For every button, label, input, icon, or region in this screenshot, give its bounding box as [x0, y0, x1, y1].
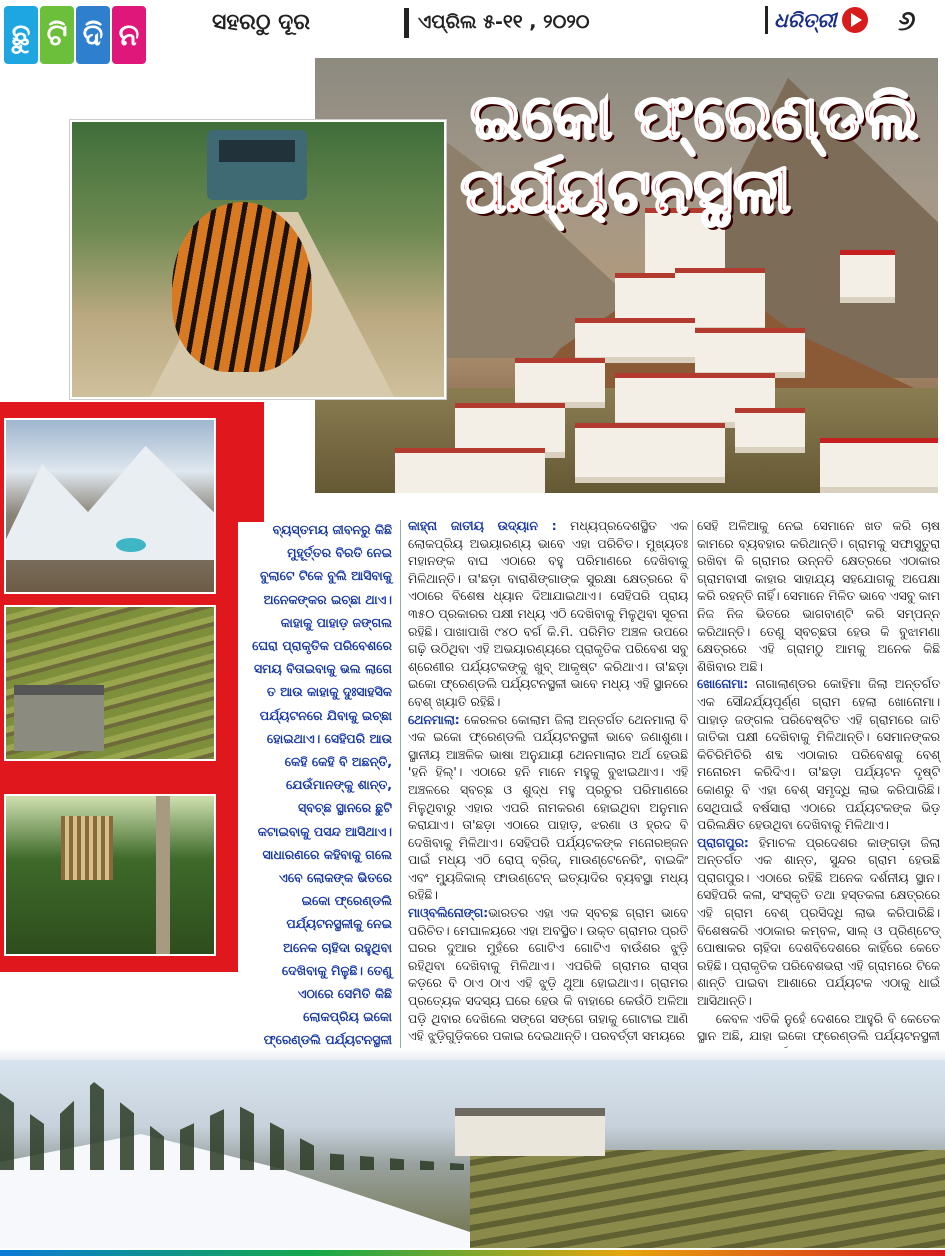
- article-paragraph: [408, 905, 688, 1046]
- play-icon: [842, 7, 868, 33]
- paragraph-text: କେରଳର କୋଲାମ ଜିଲା ଅନ୍ତର୍ଗତ ଥେନମାଲା ବି ଏକ ଇକୋ ଫ୍ରେଣ୍ଡଲି ପର୍ଯ୍ୟଟନସ୍ଥଳୀ ଭାବେ ଜଣାଶୁଣା। ସ୍ଥାନୀୟ ଆଞ୍ଚଳିକ ଭାଷା ଅନୁଯାୟୀ ଥେନମାଲାର ଅର୍ଥ ହେଉଛି 'ହନି ହିଲ୍'। ଏଠାରେ ହନି ମାନେ ମହୁକୁ ବୁଝାଇଥାଏ। ଏହି ଅଞ୍ଚଳରେ ସ୍ବଚ୍ଛ ଓ ଶୁଦ୍ଧ ମହୁ ପ୍ରଚୁର ପରିମାଣରେ ମିଳୁଥିବାରୁ ଏହାର ଏପରି ନାମକରଣ ହୋଇଥିବା ଅନୁମାନ କରାଯାଏ। ତା'ଛଡ଼ା ଏଠାରେ ପାହାଡ଼, ଝରଣା ଓ ହ୍ରଦ ବି ଦେଖିବାକୁ ମିଳିଥାଏ। ସେହିପରି ପର୍ଯ୍ୟଟକଙ୍କ ମନୋରଞ୍ଜନ ପାଇଁ ମଧ୍ୟ ଏଠି ରୋପ୍ ବ୍ରିଜ୍, ମାଉଣ୍ଟେନେରିଂ, ବାଇକିଂ ଏବଂ ମ୍ୟୁଜିକାଲ୍ ଫାଉଣ୍ଟେନ୍ ଇତ୍ୟାଦିର ବ୍ୟବସ୍ଥା ମଧ୍ୟ ରହିଛି।: [408, 712, 688, 903]
- tree-house-photo: [4, 794, 216, 956]
- paragraph-heading: ପ୍ରାଗପୁର:: [697, 835, 749, 850]
- monastery-building: [820, 438, 938, 493]
- monastery-building: [515, 358, 605, 408]
- article-paragraph: [408, 712, 688, 906]
- masthead-letter-3: ଦି: [76, 6, 110, 64]
- paragraph-text: ହିମାଚଳ ପ୍ରଦେଶର କାଙ୍ଗଡ଼ା ଜିଲା ଅନ୍ତର୍ଗତ ଏକ ଶାନ୍ତ, ସୁନ୍ଦର ଗ୍ରାମ ହେଉଛି ପ୍ରାଗପୁର। ଏଠାରେ ରହିଛି ଅନେକ ଦର୍ଶନୀୟ ସ୍ଥାନ। ସେହିପରି କଳା, ସଂସ୍କୃତି ତଥା ହସ୍ତକଳା କ୍ଷେତ୍ରରେ ଏହି ଗ୍ରାମ ବେଶ୍ ପ୍ରସିଦ୍ଧି ଲାଭ କରିପାରିଛି। ବିଶେଷକରି ଏଠାକାର କମ୍ବଳ, ସାଲ୍ ଓ ପ୍ରିଣ୍ଟେଡ୍ ପୋଷାକର ଚାହିଦା ଦେଶବିଦେଶରେ କାହିଁରେ କେତେ ରହିଛି। ପ୍ରାକୃତିକ ପରିବେଶଭରା ଏହି ଗ୍ରାମରେ ଟିକେ ଶାନ୍ତି ପାଇବା ଆଶାରେ ପର୍ଯ୍ୟଟକ ଏଠାକୁ ଧାଇଁ ଆସିଥାନ୍ତି।: [697, 835, 940, 1009]
- paragraph-text: କେବଳ ଏତିକି ନୁହେଁ ଦେଶରେ ଆହୁରି ବି କେତେକ ସ୍ଥାନ ଅଛି, ଯାହା ଇକୋ ଫ୍ରେଣ୍ଡଲି ପର୍ଯ୍ୟଟନସ୍ଥଳୀ: [697, 1011, 940, 1044]
- monastery-building: [695, 328, 805, 378]
- paragraph-text: ମଧ୍ୟପ୍ରଦେଶସ୍ଥିତ ଏକ ଲୋକପ୍ରିୟ ଅଭୟାରଣ୍ୟ ଭାବେ ଏହା ପରିଚିତ। ମୁଖ୍ୟତଃ ମହାନଙ୍କ ବାଘ ଏଠାରେ ବହୁ ପରିମାଣରେ ଦେଖିବାକୁ ମିଳିଥାନ୍ତି। ତା'ଛଡ଼ା ବାରାଶିଙ୍ଗାଙ୍କ ସୁରକ୍ଷା କ୍ଷେତ୍ରରେ ବି ଏଠାରେ ବିଶେଷ ଧ୍ୟାନ ଦିଆଯାଇଥାଏ। ସେହିପରି ପ୍ରାୟ ୩୫୦ ପ୍ରକାରର ପକ୍ଷୀ ମଧ୍ୟ ଏଠି ଦେଖିବାକୁ ମିଳୁଥିବା ସୂଚନା ରହିଛି। ପାଖାପାଖି ୯୪୦ ବର୍ଗ କି.ମି. ପରିମିତ ଅଞ୍ଚଳ ଉପରେ ଗଢ଼ି ଉଠିଥିବା ଏହି ଅଭୟାରଣ୍ୟରେ ପ୍ରାକୃତିକ ପରିବେଶ ସବୁ ଶ୍ରେଣୀର ପର୍ଯ୍ୟଟକଙ୍କୁ ଖୁବ୍ ଆକୃଷ୍ଟ କରିଥାଏ। ତା'ଛଡ଼ା ଇକୋ ଫ୍ରେଣ୍ଡଲି ପର୍ଯ୍ୟଟନସ୍ଥଳୀ ଭାବେ ମଧ୍ୟ ଏହି ସ୍ଥାନରେ ବେଶ୍ ଖ୍ୟାତି ରହିଛି।: [408, 519, 688, 709]
- article-paragraph: [408, 518, 688, 712]
- paragraph-text: ଭାରତର ଏହା ଏକ ସ୍ବଚ୍ଛ ଗ୍ରାମ ଭାବେ ପରିଚିତ। ମେଘାଳୟରେ ଏହା ଅବସ୍ଥିତ। ଉକ୍ତ ଗ୍ରାମର ପ୍ରତି ଘରର ଦୁଆର ମୁହଁରେ ଗୋଟିଏ ଗୋଟିଏ ବାଉଁଶର ଝୁଡ଼ି ରହିଥିବା ଦେଖିବାକୁ ମିଳିଥାଏ। ଏପରିକି ଗ୍ରାମର ରାସ୍ତା କଡ଼ରେ ବି ଠାଏ ଠାଏ ଏହି ଝୁଡ଼ି ଥୁଆ ହୋଇଥାଏ। ଗ୍ରାମର ପ୍ରତ୍ୟେକ ସଦସ୍ୟ ଘରେ ହେଉ କି ବାହାରେ କେଉଁଠି ଅଳିଆ ପଡ଼ି ଥିବାର ଦେଖିଲେ ସଙ୍ଗେ ସଙ୍ଗେ ତାହାକୁ ଗୋଟାଇ ଆଣି ଏହି ଝୁଡ଼ିଗୁଡ଼ିକରେ ପକାଇ ଦେଇଥାନ୍ତି। ପରବର୍ତ୍ତୀ ସମୟରେ: [408, 906, 688, 1044]
- paragraph-heading: ମାଓ୍ବଲିନୋଙ୍ଗ:: [408, 906, 489, 921]
- monastery-building: [840, 250, 895, 303]
- header-divider: [404, 8, 409, 38]
- headline-line-1: ଇକୋ ଫ୍ରେଣ୍ଡଲି: [470, 80, 919, 153]
- article-column-1: [408, 518, 688, 1046]
- footer-color-bar: [0, 1250, 945, 1256]
- building-shape: [455, 1108, 605, 1156]
- section-title: ସହରଠୁ ଦୂର: [212, 10, 310, 35]
- intro-text: ବ୍ୟସ୍ତମୟ ଜୀବନରୁ କିଛି ମୁହୂର୍ତ୍ତର ବିରତି ନେଇ ବୁଲାଟେ ଟିକେ ବୁଲି ଆସିବାକୁ ଅନେକଙ୍କର ଇଚ୍ଛା ଥାଏ। କାହାକୁ ପାହାଡ଼ ଜଙ୍ଗଲ ଘେରା ପ୍ରାକୃତିକ ପରିବେଶରେ ସମୟ ବିତାଇବାକୁ ଭଲ ଲାଗେ ତ ଆଉ କାହାକୁ ଦୁଃସାହସିକ ପର୍ଯ୍ୟଟନରେ ଯିବାକୁ ଇଚ୍ଛା ହୋଇଥାଏ। ସେହିପରି ଆଉ କେହି କେହି ବି ଅଛନ୍ତି, ଯେଉଁମାନଙ୍କୁ ଶାନ୍ତ, ସ୍ବଚ୍ଛ ସ୍ଥାନରେ ଛୁଟି କଟାଇବାକୁ ପସନ୍ଦ ଆସିଥାଏ। ସାଧାରଣରେ କହିବାକୁ ଗଲେ ଏବେ ଲୋକଙ୍କ ଭିତରେ ଇକୋ ଫ୍ରେଣ୍ଡଲି ପର୍ଯ୍ୟଟନସ୍ଥଳୀକୁ ନେଇ ଅନେକ ଚାହିଦା ରହୁଥିବା ଦେଖିବାକୁ ମିଳୁଛି। ତେଣୁ ଏଠାରେ ସେମିତି କିଛି ଲୋକପ୍ରିୟ ଇକୋ ଫ୍ରେଣ୍ଡଲି ପର୍ଯ୍ୟଟନସ୍ଥଳୀ: [252, 522, 392, 1048]
- monastery-building: [395, 448, 545, 493]
- house-shape: [14, 685, 104, 751]
- tiger-photo: [70, 120, 446, 399]
- headline: [460, 80, 919, 229]
- brand-block: [765, 6, 868, 34]
- terrace-farm-photo: [4, 605, 216, 761]
- paragraph-text: ନାଗାଲାଣ୍ଡର କୋହିମା ଜିଲା ଅନ୍ତର୍ଗତ ଏକ ସୌନ୍ଦର୍ଯ୍ୟପୂର୍ଣ୍ଣ ଗ୍ରାମ ହେଲା ଖୋନୋମା। ପାହାଡ଼ ଜଙ୍ଗଲ ପରିବେଷ୍ଟିତ ଏହି ଗ୍ରାମରେ ଜାତି ଜାତିକା ପକ୍ଷୀ ଦେଖିବାକୁ ମିଳିଥାନ୍ତି। ସେମାନଙ୍କର କିଚିରିମିଚିରି ଶବ୍ଦ ଏଠାକାର ପରିବେଶକୁ ବେଶ୍ ମନୋରମ କରିଦିଏ। ତା'ଛଡ଼ା ପର୍ଯ୍ୟଟନ ଦୃଷ୍ଟି କୋଣରୁ ବି ଏହା ବେଶ୍ ସମୃଦ୍ଧି ଲାଭ କରିପାରିଛି। ସେଥିପାଇଁ ବର୍ଷସାରା ଏଠାରେ ପର୍ଯ୍ୟଟକଙ୍କ ଭିଡ଼ ପରିଲକ୍ଷିତ ହେଉଥିବା ଦେଖିବାକୁ ମିଳିଥାଏ।: [697, 677, 940, 833]
- paragraph-heading: କାହ୍ନା ଜାତୀୟ ଉଦ୍ୟାନ :: [408, 519, 557, 533]
- terrace-shape: [470, 1150, 945, 1248]
- article-column-2: [697, 518, 940, 1116]
- jeep-shape: [207, 130, 307, 200]
- snow-village-photo: [0, 1060, 945, 1248]
- paragraph-heading: ଥେନମାଲା:: [408, 712, 460, 727]
- masthead-letter-4: ନ: [112, 6, 146, 64]
- mountain-valley-photo: [4, 418, 216, 594]
- page-number: ୬: [898, 4, 916, 37]
- issue-date: ଏପ୍ରିଲ ୫-୧୧ , ୨୦୨୦: [418, 11, 590, 33]
- masthead-letter-2: ଟି: [40, 6, 74, 64]
- brand-logo: ଧରିତ୍ରୀ: [774, 8, 837, 32]
- tiger-shape: [172, 202, 312, 372]
- masthead-letter-1: ଛୁ: [4, 6, 38, 64]
- monastery-building: [735, 408, 805, 453]
- article-paragraph: [697, 518, 940, 676]
- paragraph-heading: ଖୋନୋମା:: [697, 677, 749, 692]
- snow-peak-shape: [4, 440, 216, 560]
- tree-trunk-shape: [156, 796, 170, 956]
- column-divider: [400, 520, 401, 1070]
- article-paragraph: [697, 676, 940, 834]
- red-panel-extension: [238, 402, 264, 522]
- article-paragraph: [697, 835, 940, 1011]
- pine-trees-shape: [0, 1060, 470, 1170]
- paragraph-text: ସେହି ଅଳିଆକୁ ନେଇ ସେମାନେ ଖତ କରି ଚାଷ କାମରେ ବ୍ୟବହାର କରିଥାନ୍ତି। ଗ୍ରାମକୁ ସଫାସୁତୁରା ରଖିବା କି ଗ୍ରାମର ଉନ୍ନତି କ୍ଷେତ୍ରରେ ଏଠାକାର ଗ୍ରାମବାସୀ କାହାର ସାହାଯ୍ୟ ସହଯୋଗକୁ ଅପେକ୍ଷା କରି ରହନ୍ତି ନାହିଁ। ସେମାନେ ମିଳିତ ଭାବେ ଏସବୁ କାମ ନିଜ ନିଜ ଭିତରେ ଭାଗବାଣ୍ଟି କରି ସମ୍ପନ୍ନ କରିଥାନ୍ତି। ତେଣୁ ସ୍ବଚ୍ଛତା ହେଉ କି ବୁଝାମଣା କ୍ଷେତ୍ରରେ ଏହି ଗ୍ରାମଠୁ ଆମକୁ ଅନେକ କିଛି ଶିଖିବାର ଅଛି।: [697, 519, 940, 674]
- brand-divider: [765, 6, 768, 34]
- monastery-building: [575, 423, 725, 483]
- headline-line-2: ପର୍ଯ୍ୟଟନସ୍ଥଳୀ: [460, 154, 792, 228]
- tree-house-shape: [61, 816, 113, 880]
- column-divider: [692, 520, 693, 990]
- lake-shape: [116, 538, 146, 552]
- monastery-building: [575, 318, 695, 363]
